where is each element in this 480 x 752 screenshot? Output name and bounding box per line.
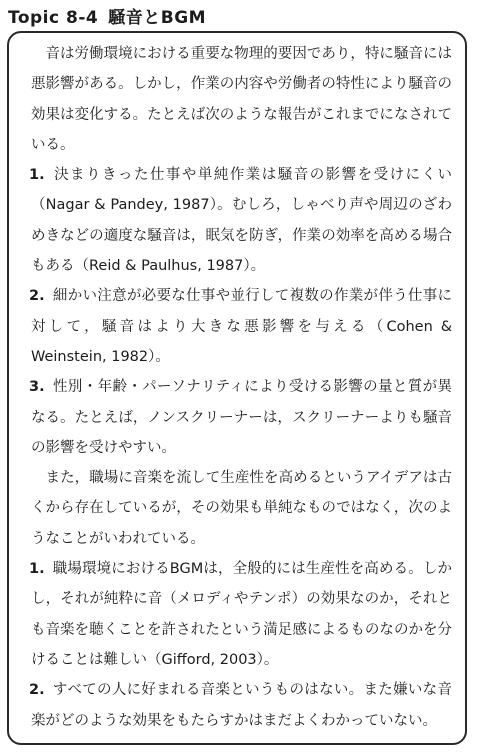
list-item-bgm-2 — [31, 675, 452, 736]
item-number: 1. — [29, 167, 45, 184]
item-text: 細かい注意が必要な仕事や並行して複数の作業が伴う仕事に対して，騒音はより大きな悪影響を与える（Cohen & Weinstein, 1982）。 — [31, 288, 452, 365]
paragraph-text: 音は労働環境における重要な物理的要因であり，特に騒音には悪影響がある。しかし，作業の内容や労働者の特性により騒音の効果は変化する。たとえば次のような報告がこれまでになされている。 — [31, 46, 452, 153]
list-item-noise-2 — [31, 281, 452, 372]
list-item-noise-1 — [31, 160, 452, 281]
topic-title: 騒音とBGM — [108, 8, 207, 28]
item-text: すべての人に好まれる音楽というものはない。また嫌いな音楽がどのような効果をもたらすかはまだよくわかっていない。 — [31, 682, 452, 729]
bgm-paragraph — [31, 463, 452, 554]
item-text: 性別・年齢・パーソナリティにより受ける影響の量と質が異なる。たとえば，ノンスクリーナーは，スクリーナーよりも騒音の影響を受けやすい。 — [31, 379, 452, 456]
topic-box — [7, 31, 467, 745]
list-item-bgm-1 — [31, 554, 452, 675]
item-number: 2. — [29, 682, 45, 699]
item-text: 決まりきった仕事や単純作業は騒音の影響を受けにくい（Nagar & Pandey, 1987）。むしろ，しゃべり声や周辺のざわめきなどの適度な騒音は，眠気を防ぎ，作業の効率を高める場合もある（Reid & Paulhus, 1987）。 — [31, 167, 452, 275]
topic-label: Topic 8-4 — [8, 8, 99, 28]
item-number: 2. — [29, 288, 45, 305]
intro-paragraph — [31, 39, 452, 160]
item-number: 3. — [29, 379, 45, 396]
paragraph-text: また，職場に音楽を流して生産性を高めるというアイデアは古くから存在しているが，その効果も単純なものではなく，次のようなことがいわれている。 — [31, 470, 452, 547]
list-item-noise-3 — [31, 372, 452, 463]
item-number: 1. — [29, 561, 45, 578]
item-text: 職場環境におけるBGMは，全般的には生産性を高める。しかし，それが純粋に音（メロディやテンポ）の効果なのか，それとも音楽を聴くことを許されたという満足感によるものなのかを分けることは難しい（Gifford, 2003）。 — [31, 561, 452, 668]
topic-header — [8, 3, 206, 28]
